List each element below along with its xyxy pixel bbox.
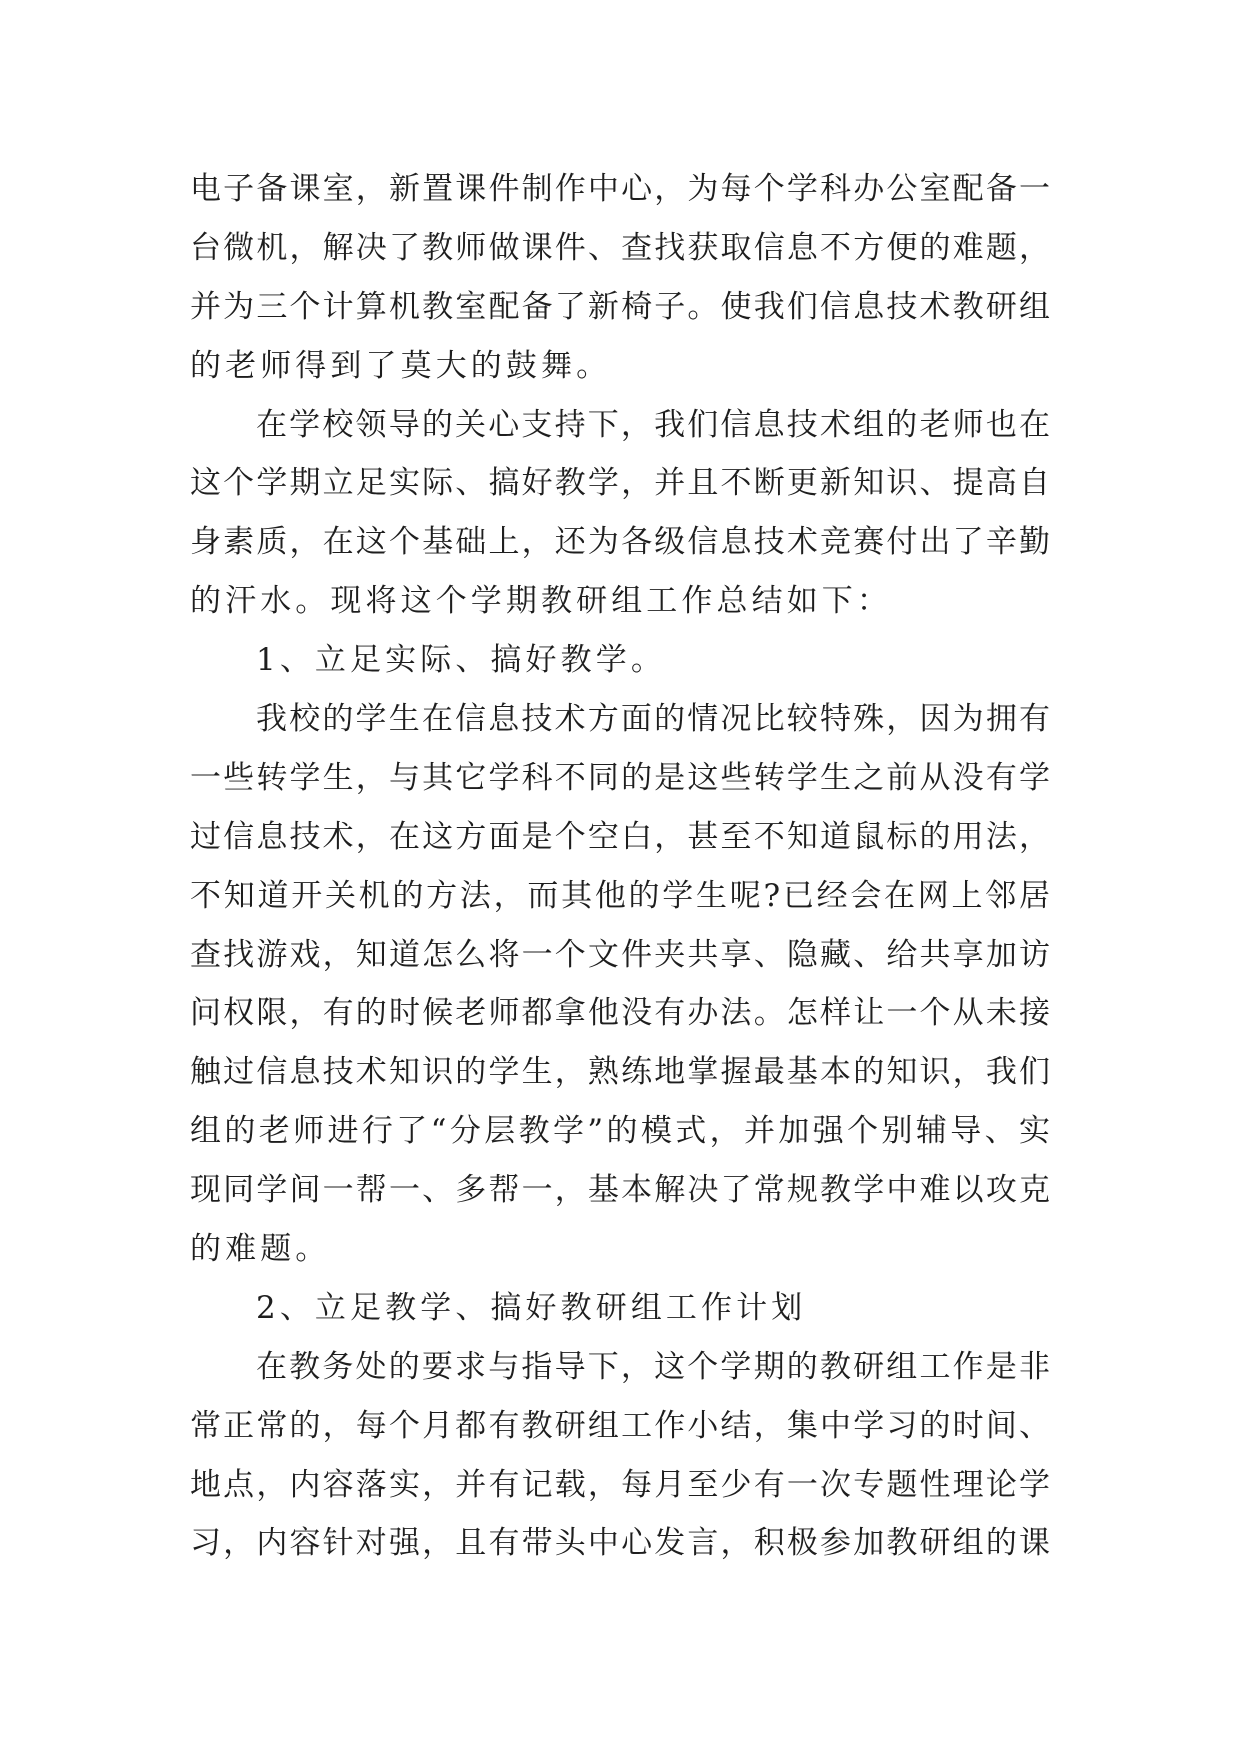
paragraph-line: 我校的学生在信息技术方面的情况比较特殊，因为拥有: [256, 701, 1050, 738]
paragraph-line: 过信息技术，在这方面是个空白，甚至不知道鼠标的用法，: [190, 818, 1050, 855]
document-body: [190, 160, 1050, 1573]
paragraph-line: 的汗水。现将这个学期教研组工作总结如下：: [190, 583, 892, 620]
paragraph-line: 触过信息技术知识的学生，熟练地掌握最基本的知识，我们: [190, 1054, 1050, 1091]
paragraph-line: 一些转学生，与其它学科不同的是这些转学生之前从没有学: [190, 759, 1050, 796]
paragraph-line: 习，内容针对强，且有带头中心发言，积极参加教研组的课: [190, 1525, 1050, 1562]
paragraph-line: 这个学期立足实际、搞好教学，并且不断更新知识、提高自: [190, 465, 1050, 502]
paragraph-line: 的老师得到了莫大的鼓舞。: [190, 347, 612, 384]
paragraph-line: 台微机，解决了教师做课件、查找获取信息不方便的难题，: [190, 229, 1050, 266]
paragraph-line: 查找游戏，知道怎么将一个文件夹共享、隐藏、给共享加访: [190, 936, 1050, 973]
paragraph-line: 组的老师进行了“分层教学”的模式，并加强个别辅导、实: [190, 1113, 1050, 1150]
paragraph-line: 问权限，有的时候老师都拿他没有办法。怎样让一个从未接: [190, 995, 1050, 1032]
paragraph-line: 并为三个计算机教室配备了新椅子。使我们信息技术教研组: [190, 288, 1050, 325]
paragraph-line: 现同学间一帮一、多帮一，基本解决了常规教学中难以攻克: [190, 1172, 1050, 1209]
paragraph-line: 的难题。: [190, 1231, 331, 1268]
paragraph-line: 地点，内容落实，并有记载，每月至少有一次专题性理论学: [190, 1466, 1050, 1503]
paragraph-line: 不知道开关机的方法，而其他的学生呢?已经会在网上邻居: [190, 877, 1050, 914]
paragraph-line: 常正常的，每个月都有教研组工作小结，集中学习的时间、: [190, 1407, 1050, 1444]
paragraph-line: 在教务处的要求与指导下，这个学期的教研组工作是非: [256, 1348, 1050, 1385]
paragraph-line: 电子备课室，新置课件制作中心，为每个学科办公室配备一: [190, 171, 1050, 207]
section-heading: 1、立足实际、搞好教学。: [256, 642, 666, 679]
paragraph-line: 身素质，在这个基础上，还为各级信息技术竞赛付出了辛勤: [190, 524, 1050, 561]
section-heading: 2、立足教学、搞好教研组工作计划: [256, 1289, 807, 1326]
paragraph-line: 在学校领导的关心支持下，我们信息技术组的老师也在: [256, 406, 1050, 443]
